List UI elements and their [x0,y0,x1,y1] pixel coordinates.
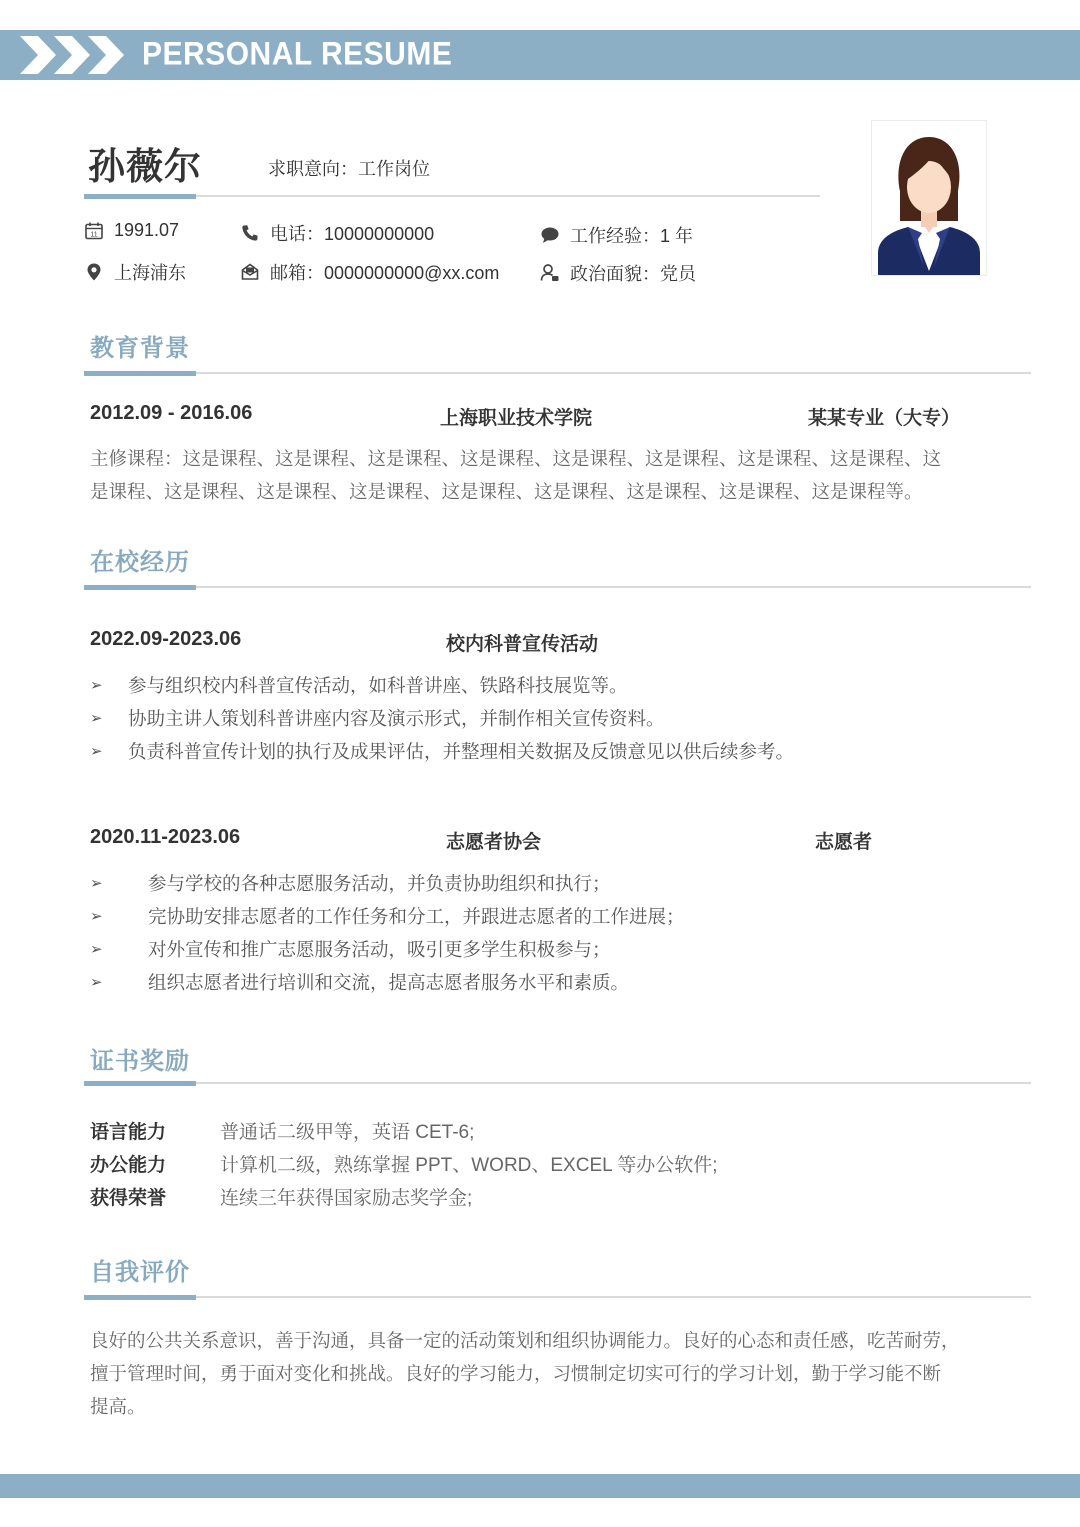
candidate-name: 孙薇尔 [88,146,202,187]
arrow-bullet-icon: ➢ [90,908,103,925]
courses-line: 是课程、这是课程、这是课程、这是课程、这是课程、这是课程、这是课程、这是课程、这是课程等。 [90,481,923,502]
avatar [871,120,987,276]
job-intent: 求职意向：工作岗位 [268,159,430,179]
self-eval-line: 良好的公共关系意识，善于沟通，具备一定的活动策划和组织协调能力。良好的心态和责任感，吃苦耐劳， [90,1330,960,1351]
list-item: ➢ 负责科普宣传计划的执行及成果评估，并整理相关数据及反馈意见以供后续参考。 [90,735,794,768]
certificates-accent-bar [84,1081,196,1086]
list-item: ➢ 组织志愿者进行培训和交流，提高志愿者服务水平和素质。 [90,966,685,999]
email-icon [240,262,260,282]
campus-period: 2020.11-2023.06 [90,826,241,848]
birth-info [84,220,179,241]
political-info [540,260,696,286]
chat-bubble-icon [540,225,560,245]
certificates-list [90,1116,718,1215]
email-info [240,259,499,285]
education-courses [90,442,1030,508]
user-badge-icon [540,263,560,283]
section-title-self-eval: 自我评价 [90,1259,190,1286]
experience-info [540,222,693,248]
education-divider [84,372,1031,374]
education-major: 某某专业（大专） [808,408,961,429]
list-item: ➢ 对外宣传和推广志愿服务活动，吸引更多学生积极参与； [90,933,685,966]
list-item: ➢ 协助主讲人策划科普讲座内容及演示形式，并制作相关宣传资料。 [90,702,794,735]
self-eval-text [90,1324,1030,1423]
list-item: ➢ 参与学校的各种志愿服务活动，并负责协助组织和执行； [90,867,685,900]
footer-band [0,1474,1080,1498]
banner-title: PERSONAL RESUME [142,36,453,73]
arrow-bullet-icon: ➢ [90,974,103,991]
chevrons-icon [20,36,130,74]
self-eval-line: 提高。 [90,1396,146,1417]
campus-org: 志愿者协会 [446,832,542,853]
arrow-bullet-icon: ➢ [90,941,103,958]
phone-icon [240,223,260,243]
campus-org: 校内科普宣传活动 [446,634,599,655]
person-avatar-icon [872,121,986,275]
courses-line: 主修课程：这是课程、这是课程、这是课程、这是课程、这是课程、这是课程、这是课程、这是课程、这 [90,448,942,469]
section-title-campus: 在校经历 [90,549,190,576]
phone: 电话：10000000000 [270,224,435,244]
list-item: ➢ 参与组织校内科普宣传活动，如科普讲座、铁路科技展览等。 [90,669,794,702]
section-title-education: 教育背景 [90,335,190,362]
education-accent-bar [84,371,196,376]
name-accent-bar [84,194,196,199]
self-eval-accent-bar [84,1295,196,1300]
birth-date: 1991.07 [114,220,180,240]
self-eval-divider [84,1296,1031,1298]
arrow-bullet-icon: ➢ [90,875,103,892]
campus-accent-bar [84,585,196,590]
location: 上海浦东 [114,263,186,283]
section-title-certificates: 证书奖励 [90,1048,190,1075]
campus-period: 2022.09-2023.06 [90,628,242,650]
certificate-row: 办公能力 计算机二级，熟练掌握 PPT、WORD、EXCEL 等办公软件; [90,1155,718,1176]
education-period: 2012.09 - 2016.06 [90,402,253,424]
svg-text:11: 11 [90,231,98,238]
list-item: ➢ 完协助安排志愿者的工作任务和分工，并跟进志愿者的工作进展； [90,900,685,933]
certificates-divider [84,1082,1031,1084]
campus-bullets [90,867,685,999]
arrow-bullet-icon: ➢ [90,710,103,727]
location-info [84,259,186,285]
self-eval-line: 擅于管理时间，勇于面对变化和挑战。良好的学习能力，习惯制定切实可行的学习计划，勤于学习能不断 [90,1363,942,1384]
email: 邮箱：0000000000@xx.com [270,263,500,283]
arrow-bullet-icon: ➢ [90,677,103,694]
certificate-row: 获得荣誉 连续三年获得国家励志奖学金; [90,1188,473,1209]
certificate-row: 语言能力 普通话二级甲等，英语 CET-6; [90,1122,475,1143]
arrow-bullet-icon: ➢ [90,743,103,760]
campus-divider [84,586,1031,588]
work-experience: 工作经验：1 年 [570,226,694,246]
campus-bullets [90,669,794,768]
calendar-icon [84,221,104,241]
campus-role: 志愿者 [815,832,873,853]
political-status: 政治面貌：党员 [570,264,696,284]
phone-info [240,220,434,246]
location-pin-icon [84,262,104,282]
education-school: 上海职业技术学院 [440,408,593,429]
